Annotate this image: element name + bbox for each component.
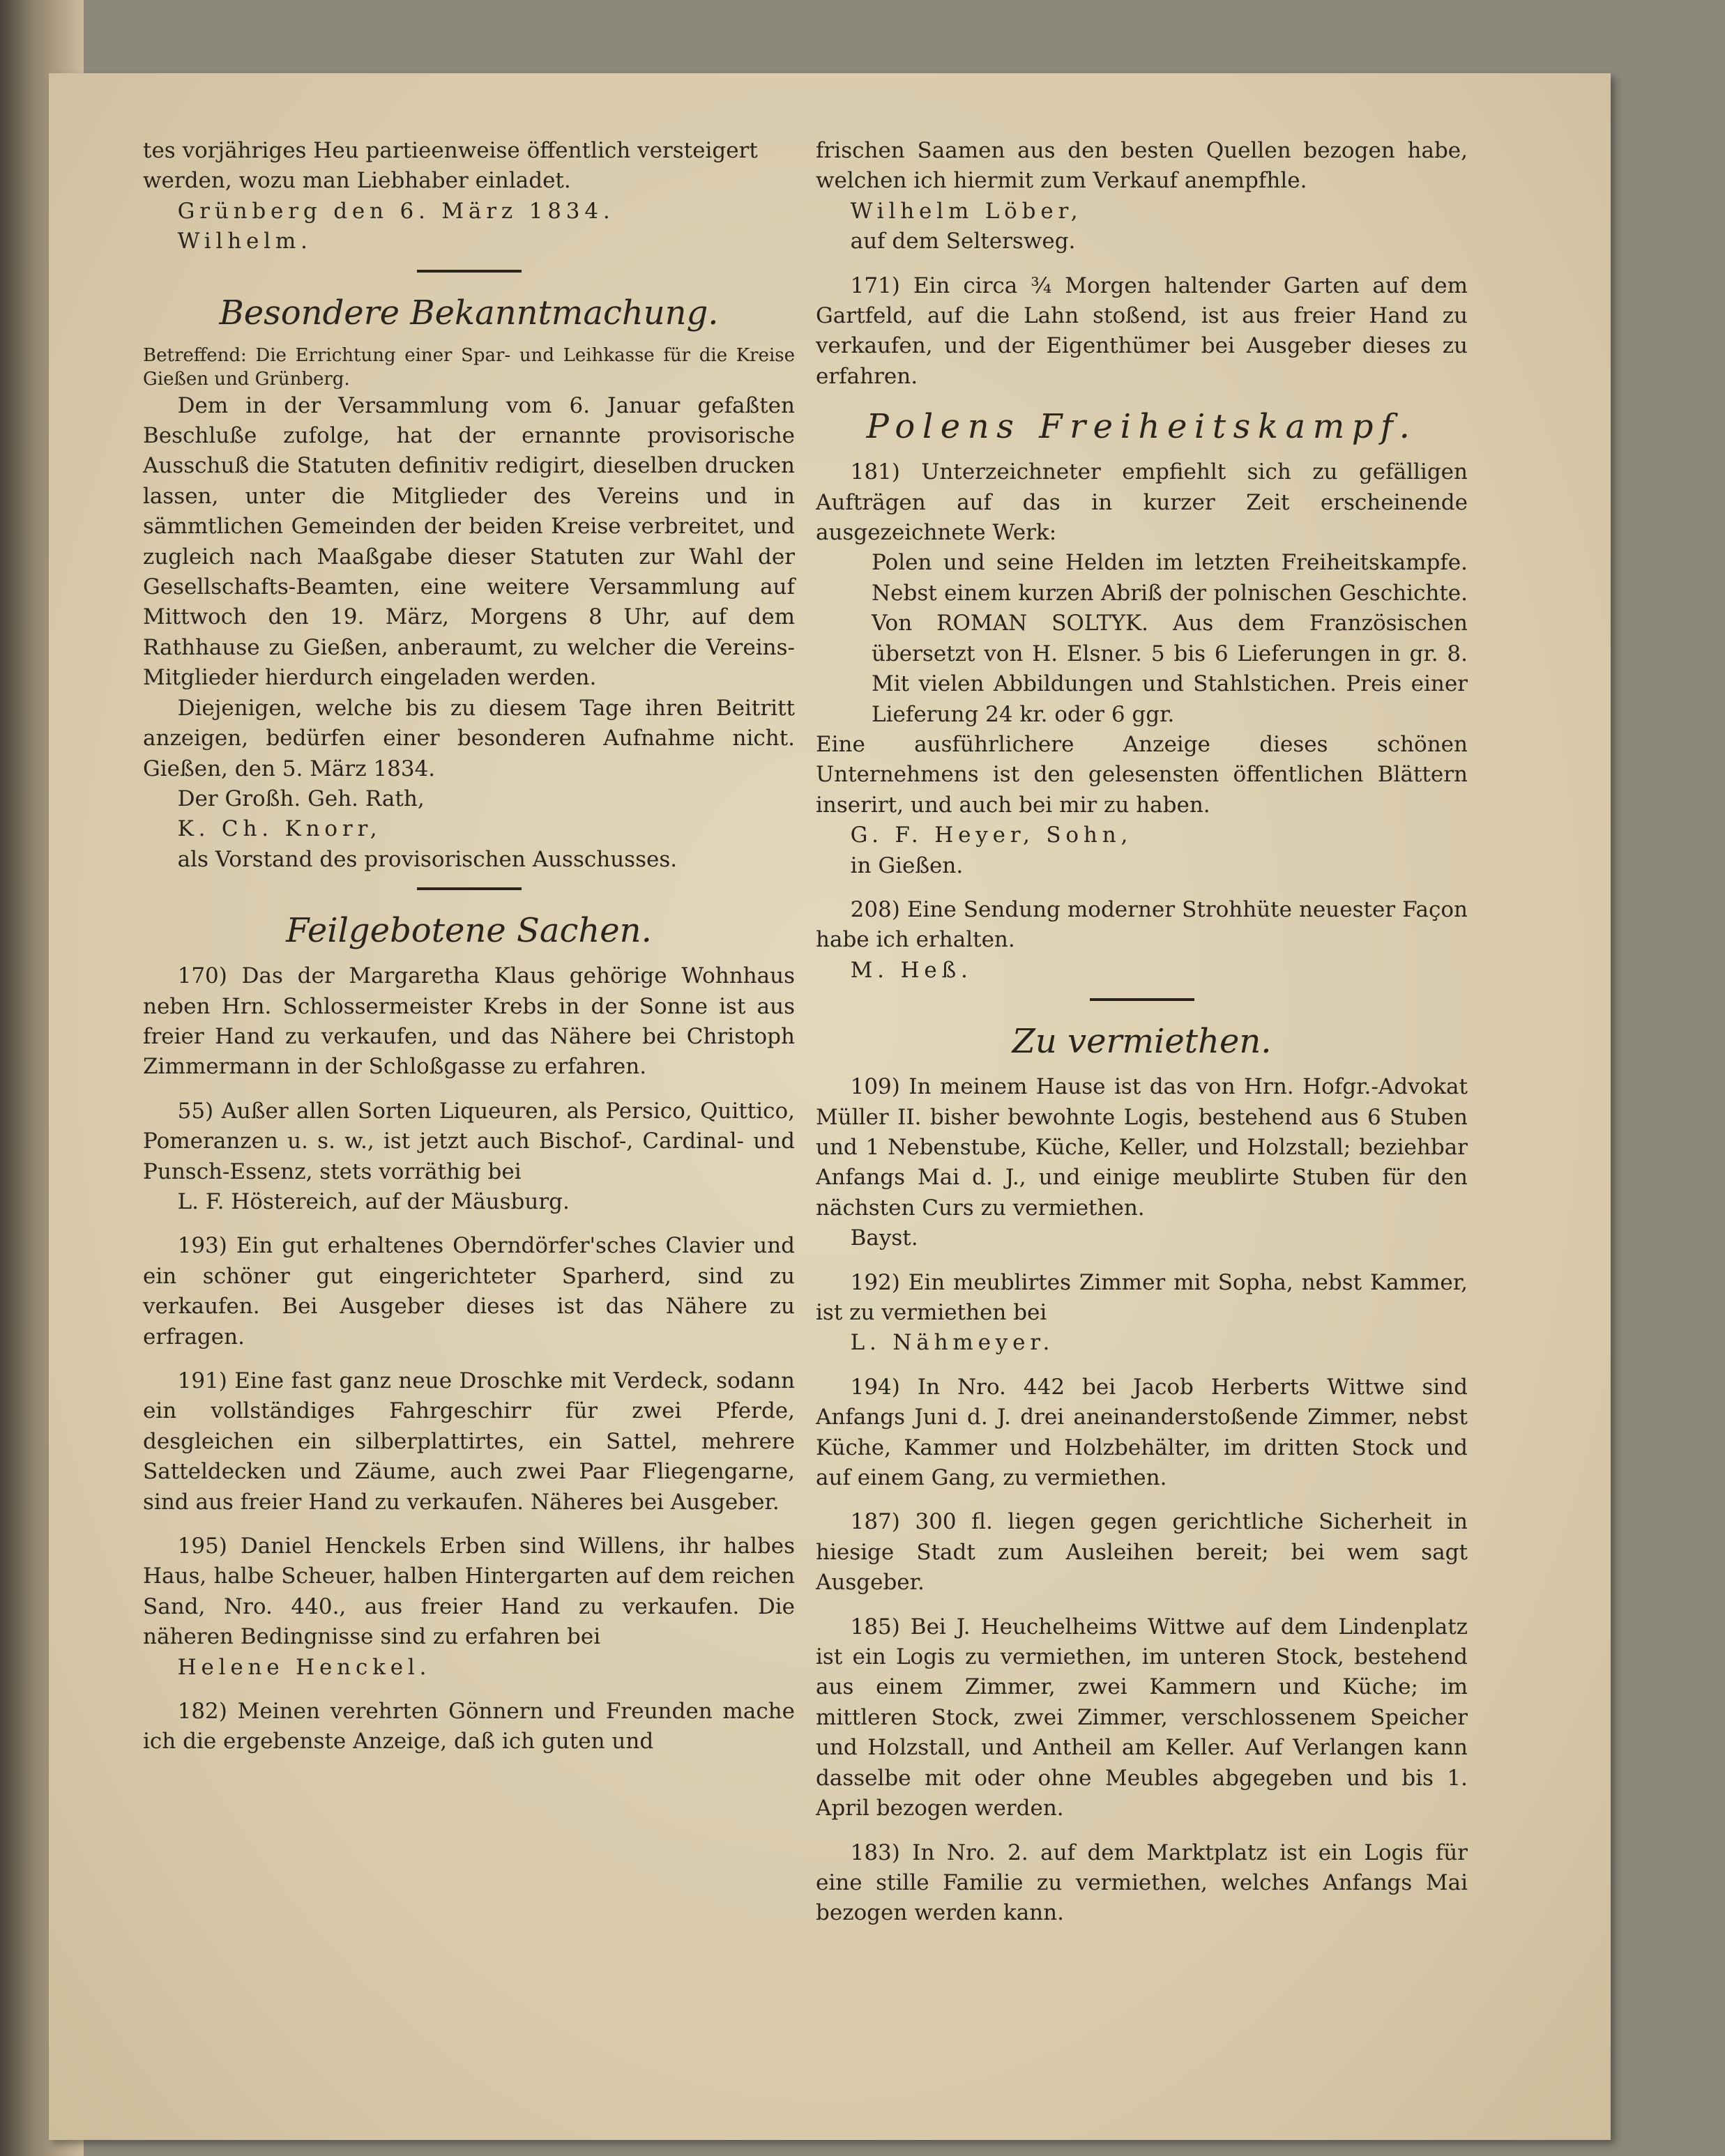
section-heading: Besondere Bekanntmachung. [219,293,719,332]
divider [417,270,522,273]
book-title: Polen und seine Helden im letzten Freiheitskampfe. Nebst einem kurzen Abriß der polnischen Geschichte. Von ROMAN SOLTYK. Aus dem Französischen übersetzt von H. Elsner. 5 bis 6 Lieferungen in gr. 8. Mit vielen Abbildungen und Stahlstichen. Preis einer Lieferung 24 kr. oder 6 ggr. [872,550,1468,727]
text-line: werden, wozu man Liebhaber einladet. [143,168,571,194]
newspaper-page [49,73,1611,2140]
signature: auf dem Seltersweg. [850,229,1076,254]
date-line: Grünberg den 6. März 1834. [177,198,615,224]
advertisement: 183) In Nro. 2. auf dem Marktplatz ist ein Logis für eine stille Familie zu vermiethen, welches Anfangs Mai bezogen werden kann. [816,1840,1468,1926]
notice-subject: Betreffend: Die Errichtung einer Spar- und Leihkasse für die Kreise Gießen und Grünberg. [143,344,795,390]
advertisement: 181) Unterzeichneter empfiehlt sich zu gefälligen Aufträgen auf das in kurzer Zeit erscheinende ausgezeichnete Werk: [816,459,1468,546]
divider [417,887,522,890]
advertisement: 187) 300 fl. liegen gegen gerichtliche Sicherheit in hiesige Stadt zum Ausleihen bereit; bei wem sagt Ausgeber. [816,1509,1468,1596]
advertisement: 194) In Nro. 442 bei Jacob Herberts Wittwe sind Anfangs Juni d. J. drei aneinanderstoßende Zimmer, nebst Küche, Kammer und Holzbehälter, im dritten Stock und auf einem Gang, zu vermiethen. [816,1374,1468,1491]
signature: Der Großh. Geh. Rath, [177,786,425,811]
notice-paragraph: Diejenigen, welche bis zu diesem Tage ihren Beitritt anzeigen, bedürfen einer besonderen Aufnahme nicht. Gießen, den 5. März 1834. [143,695,795,781]
signature: K. Ch. Knorr, [177,816,382,842]
notice-paragraph: Dem in der Versammlung vom 6. Januar gefaßten Beschluße zufolge, hat der ernannte provisorische Ausschuß die Statuten definitiv redigirt, dieselben drucken lassen, unter die Mitglieder des Vereins und in sämmtlichen Gemeinden der beiden Kreise verbreitet, und zugleich nach Maaßgabe dieser Statuten zur Wahl der Gesellschafts-Beamten, eine weitere Versammlung auf Mittwoch den 19. März, Morgens 8 Uhr, auf dem Rathhause zu Gießen, anberaumt, zu welcher die Vereins-Mitglieder hierdurch eingeladen werden. [143,392,795,691]
advertisement: 208) Eine Sendung moderner Strohhüte neuester Façon habe ich erhalten. [816,896,1468,953]
signature: Wilhelm. [177,229,312,254]
signature: M. Heß. [850,957,973,983]
signature: G. F. Heyer, Sohn, [850,823,1133,848]
advertisement: 171) Ein circa ¾ Morgen haltender Garten auf dem Gartfeld, auf die Lahn stoßend, ist aus freier Hand zu verkaufen, und der Eigenthümer bei Ausgeber dieses zu erfahren. [816,273,1468,389]
advertisement: 195) Daniel Henckels Erben sind Willens, ihr halbes Haus, halbe Scheuer, halben Hintergarten auf dem reichen Sand, Nro. 440., aus freier Hand zu verkaufen. Die näheren Bedingnisse sind zu erfahren bei [143,1534,795,1650]
advertisement: 109) In meinem Hause ist das von Hrn. Hofgr.-Advokat Müller II. bisher bewohnte Logis, bestehend aus 6 Stuben und 1 Nebenstube, Küche, Keller, und Holzstall; beziehbar Anfangs Mai d. J., und einige meublirte Stuben für den nächsten Curs zu vermiethen. [816,1074,1468,1221]
signature: in Gießen. [850,853,964,878]
advertisement: 192) Ein meublirtes Zimmer mit Sopha, nebst Kammer, ist zu vermiethen bei [816,1269,1468,1325]
section-heading: Zu vermiethen. [1012,1022,1272,1062]
signature: Helene Henckel. [177,1654,432,1680]
signature: Wilhelm Löber, [850,198,1083,224]
advertisement: frischen Saamen aus den besten Quellen bezogen habe, welchen ich hiermit zum Verkauf anempfhle. [816,138,1468,194]
signature: Bayst. [850,1225,918,1251]
advertisement: 191) Eine fast ganz neue Droschke mit Verdeck, sodann ein vollständiges Fahrgeschirr für zwei Pferde, desgleichen ein silberplattirtes, ein Sattel, mehrere Satteldecken und Zäume, auch zwei Paar Fliegengarne, sind aus freier Hand zu verkaufen. Näheres bei Ausgeber. [143,1368,795,1515]
divider [1090,998,1194,1001]
signature: L. F. Höstereich, auf der Mäusburg. [177,1188,570,1214]
section-heading: Polens Freiheitskampf. [866,407,1418,447]
left-column [143,136,795,1757]
text-line: tes vorjähriges Heu partieenweise öffentlich versteigert [143,138,758,163]
right-column [816,136,1468,1929]
advertisement: Eine ausführlichere Anzeige dieses schönen Unternehmens ist den gelesensten öffentlichen Blättern inserirt, und auch bei mir zu haben. [816,731,1468,818]
signature: L. Nähmeyer. [850,1330,1055,1356]
advertisement: 170) Das der Margaretha Klaus gehörige Wohnhaus neben Hrn. Schlossermeister Krebs in der Sonne ist aus freier Hand zu verkaufen, und das Nähere bei Christoph Zimmermann in der Schloßgasse zu erfahren. [143,963,795,1080]
advertisement: 182) Meinen verehrten Gönnern und Freunden mache ich die ergebenste Anzeige, daß ich guten und [143,1699,795,1754]
advertisement: 55) Außer allen Sorten Liqueuren, als Persico, Quittico, Pomeranzen u. s. w., ist jetzt auch Bischof-, Cardinal- und Punsch-Essenz, stets vorräthig bei [143,1098,795,1184]
section-heading: Feilgebotene Sachen. [286,911,652,951]
advertisement: 185) Bei J. Heuchelheims Wittwe auf dem Lindenplatz ist ein Logis zu vermiethen, im unteren Stock, bestehend aus einem Zimmer, zwei Kammern und Küche; im mittleren Stock, zwei Zimmer, verschlossenem Speicher und Holzstall, und Antheil am Keller. Auf Verlangen kann dasselbe mit oder ohne Meubles abgegeben und bis 1. April bezogen werden. [816,1614,1468,1821]
advertisement: 193) Ein gut erhaltenes Oberndörfer'sches Clavier und ein schöner gut eingerichteter Sparherd, sind zu verkaufen. Bei Ausgeber dieses ist das Nähere zu erfragen. [143,1233,795,1350]
signature: als Vorstand des provisorischen Ausschusses. [177,846,678,872]
